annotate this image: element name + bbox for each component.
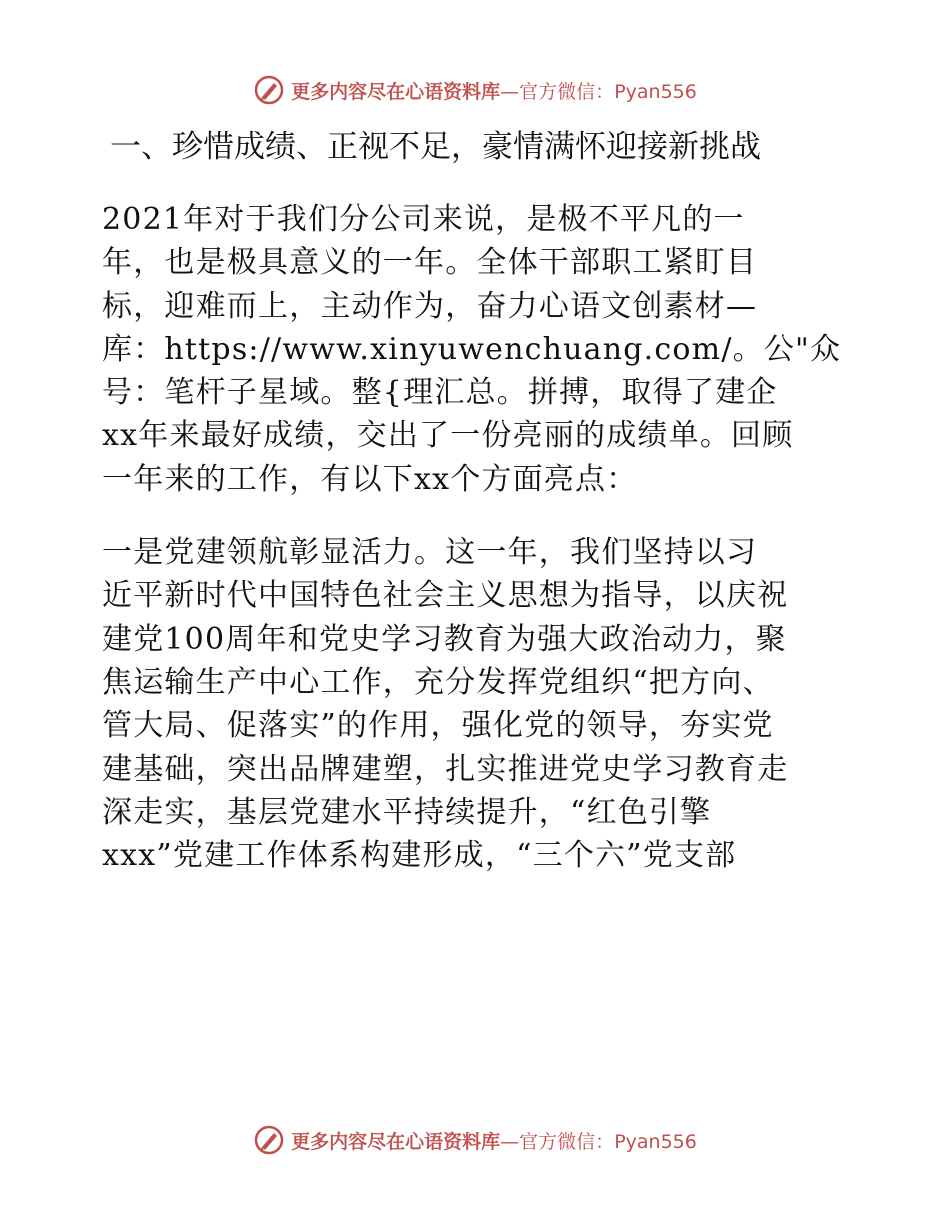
text-line: 建党100周年和党史学习教育为强大政治动力，聚 [102, 621, 787, 657]
text-line: 管大局、促落实”的作用，强化党的领导，夯实党 [102, 708, 774, 744]
watermark-wechat-label: 官方微信： [519, 80, 615, 103]
watermark-text [291, 77, 697, 104]
text-line: 标，迎难而上，主动作为，奋力心语文创素材— [102, 288, 758, 324]
text-line: xxx”党建工作体系构建形成，“三个六”党支部 [102, 838, 737, 874]
section-heading: 一、珍惜成绩、正视不足，豪情满怀迎接新挑战 [110, 129, 761, 165]
text-line: 近平新时代中国特色社会主义思想为指导，以庆祝 [102, 578, 789, 614]
watermark-separator: — [500, 80, 520, 103]
pen-circle-logo-icon [253, 1124, 285, 1156]
text-line: 年，也是极具意义的一年。全体干部职工紧盯目 [102, 245, 758, 281]
watermark-wechat-id: Pyan556 [614, 1130, 697, 1153]
paragraph-review-2021 [98, 198, 858, 501]
text-line: xx年来最好成绩，交出了一份亮丽的成绩单。回顾 [102, 418, 794, 454]
text-line: 一年来的工作，有以下xx个方面亮点： [102, 461, 638, 497]
watermark-banner-top [0, 70, 950, 110]
watermark-text [291, 1127, 697, 1154]
watermark-wechat-label: 官方微信： [519, 1130, 615, 1153]
text-line: 一是党建领航彰显活力。这一年，我们坚持以习 [102, 535, 758, 571]
watermark-wechat-id: Pyan556 [614, 80, 697, 103]
paragraph-party-building [98, 531, 858, 877]
text-line: 焦运输生产中心工作，充分发挥党组织“把方向、 [102, 664, 774, 700]
document-body [98, 122, 858, 877]
text-line: 库：https://www.xinyuwenchuang.com/。公"众 [102, 331, 842, 367]
watermark-separator: — [500, 1130, 520, 1153]
watermark-promo: 更多内容尽在心语资料库 [291, 1130, 501, 1153]
watermark-promo: 更多内容尽在心语资料库 [291, 80, 501, 103]
text-line: 深走实，基层党建水平持续提升，“红色引擎 [102, 794, 712, 830]
pen-circle-logo-icon [253, 74, 285, 106]
text-line: 号：笔杆子星域。整{理汇总。拼搏，取得了建企 [102, 375, 778, 411]
text-line: 2021年对于我们分公司来说，是极不平凡的一 [102, 202, 745, 237]
text-line: 建基础，突出品牌建塑，扎实推进党史学习教育走 [102, 751, 789, 787]
watermark-banner-bottom [0, 1120, 950, 1160]
